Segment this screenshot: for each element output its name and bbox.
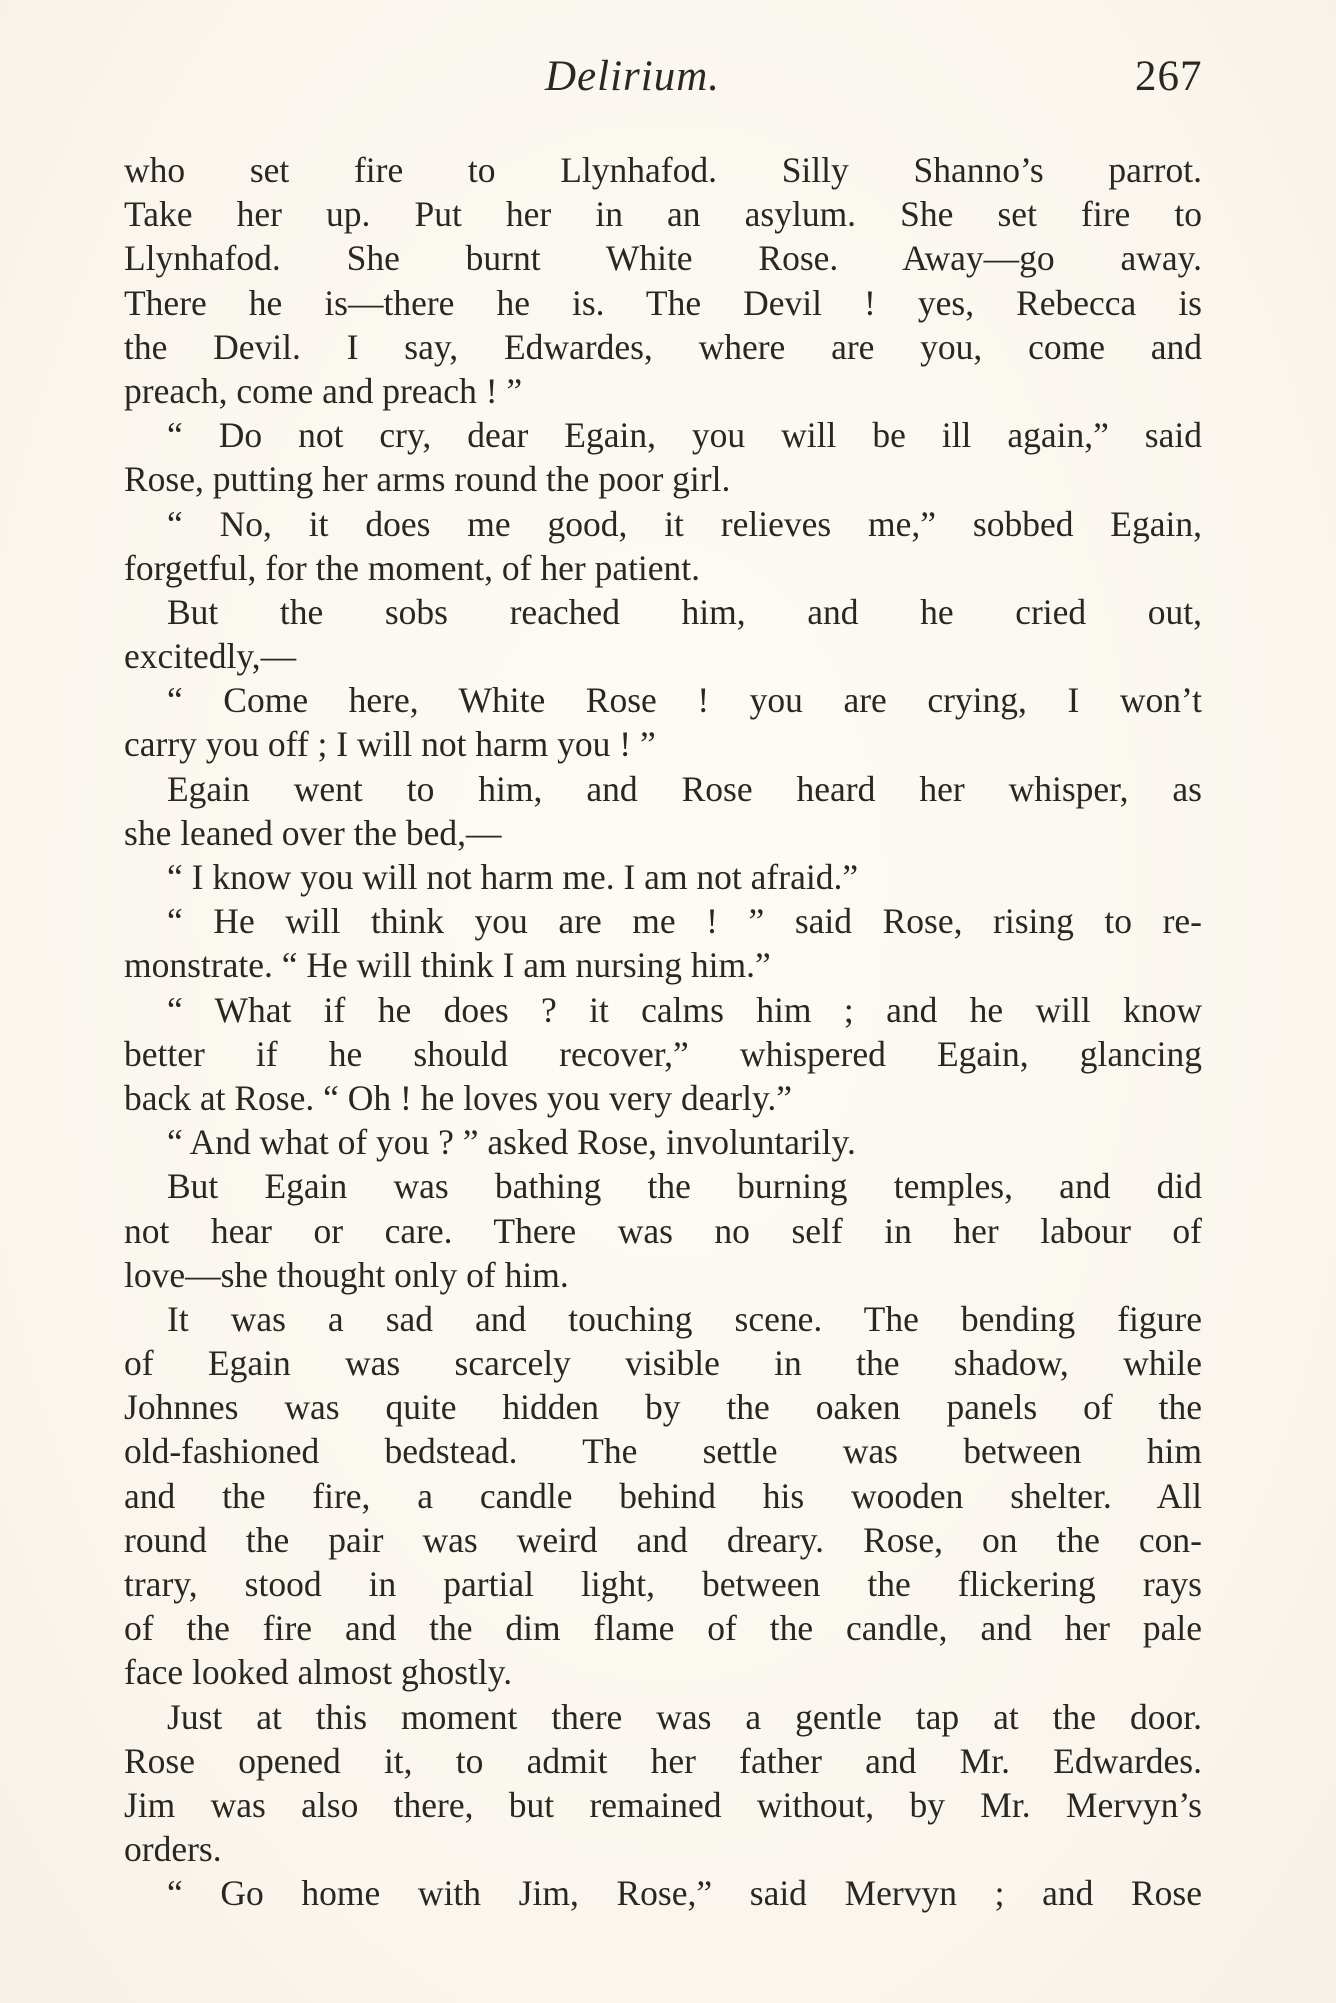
body-text <box>124 148 1202 1916</box>
page-number: 267 <box>1135 53 1203 100</box>
text-line: orders. <box>124 1829 222 1870</box>
text-line: Rose, putting her arms round the poor girl. <box>124 459 731 500</box>
text-line: better if he should recover,” whispered Egain, glancing <box>124 1033 1202 1074</box>
text-line: “ What if he does ? it calms him ; and he will know <box>167 989 1202 1030</box>
text-line: who set fire to Llynhafod. Silly Shanno’s parrot. <box>124 150 1202 190</box>
text-line: carry you off ; I will not harm you ! ” <box>124 724 656 765</box>
text-line: But Egain was bathing the burning temples, and did <box>167 1166 1202 1207</box>
text-line: preach, come and preach ! ” <box>124 370 523 411</box>
text-line: “ Come here, White Rose ! you are crying, I won’t <box>167 680 1202 721</box>
text-line: the Devil. I say, Edwardes, where are you, come and <box>124 326 1202 367</box>
text-line: There he is—there he is. The Devil ! yes, Rebecca is <box>124 282 1202 323</box>
text-line: Llynhafod. She burnt White Rose. Away—go away. <box>124 238 1202 279</box>
text-line: face looked almost ghostly. <box>124 1652 513 1693</box>
text-line: Johnnes was quite hidden by the oaken panels of the <box>124 1387 1202 1428</box>
text-line: forgetful, for the moment, of her patient. <box>124 547 701 588</box>
running-head <box>0 52 1336 112</box>
text-line: Take her up. Put her in an asylum. She set fire to <box>124 194 1202 235</box>
text-line: “ He will think you are me ! ” said Rose, rising to re- <box>167 901 1202 942</box>
running-title: Delirium. <box>545 53 721 100</box>
text-line: Jim was also there, but remained without, by Mr. Mervyn’s <box>124 1784 1202 1825</box>
text-line: not hear or care. There was no self in her labour of <box>124 1210 1202 1251</box>
text-line: monstrate. “ He will think I am nursing him.” <box>124 945 771 986</box>
text-line: “ Do not cry, dear Egain, you will be ill again,” said <box>167 415 1202 456</box>
text-line: excitedly,— <box>124 636 297 677</box>
text-line: round the pair was weird and dreary. Rose, on the con- <box>124 1519 1202 1560</box>
text-line: and the fire, a candle behind his wooden shelter. All <box>124 1475 1202 1516</box>
text-line: of Egain was scarcely visible in the shadow, while <box>124 1343 1202 1384</box>
text-line: Egain went to him, and Rose heard her whisper, as <box>167 768 1202 809</box>
text-line: But the sobs reached him, and he cried out, <box>167 591 1202 632</box>
text-line: trary, stood in partial light, between the flickering rays <box>124 1564 1202 1604</box>
text-line: Rose opened it, to admit her father and Mr. Edwardes. <box>124 1740 1202 1781</box>
text-line: of the fire and the dim flame of the candle, and her pale <box>124 1608 1202 1649</box>
text-line: back at Rose. “ Oh ! he loves you very dearly.” <box>124 1077 793 1118</box>
text-line: Just at this moment there was a gentle tap at the door. <box>167 1696 1202 1737</box>
text-line: old-fashioned bedstead. The settle was between him <box>124 1431 1202 1472</box>
text-line: “ And what of you ? ” asked Rose, involuntarily. <box>167 1122 856 1163</box>
text-line: she leaned over the bed,— <box>124 812 502 853</box>
text-line: “ I know you will not harm me. I am not afraid.” <box>167 857 859 897</box>
text-line: “ Go home with Jim, Rose,” said Mervyn ; and Rose <box>167 1873 1202 1914</box>
text-line: “ No, it does me good, it relieves me,” sobbed Egain, <box>167 503 1202 544</box>
text-line: love—she thought only of him. <box>124 1254 569 1295</box>
text-line: It was a sad and touching scene. The bending figure <box>167 1298 1202 1339</box>
